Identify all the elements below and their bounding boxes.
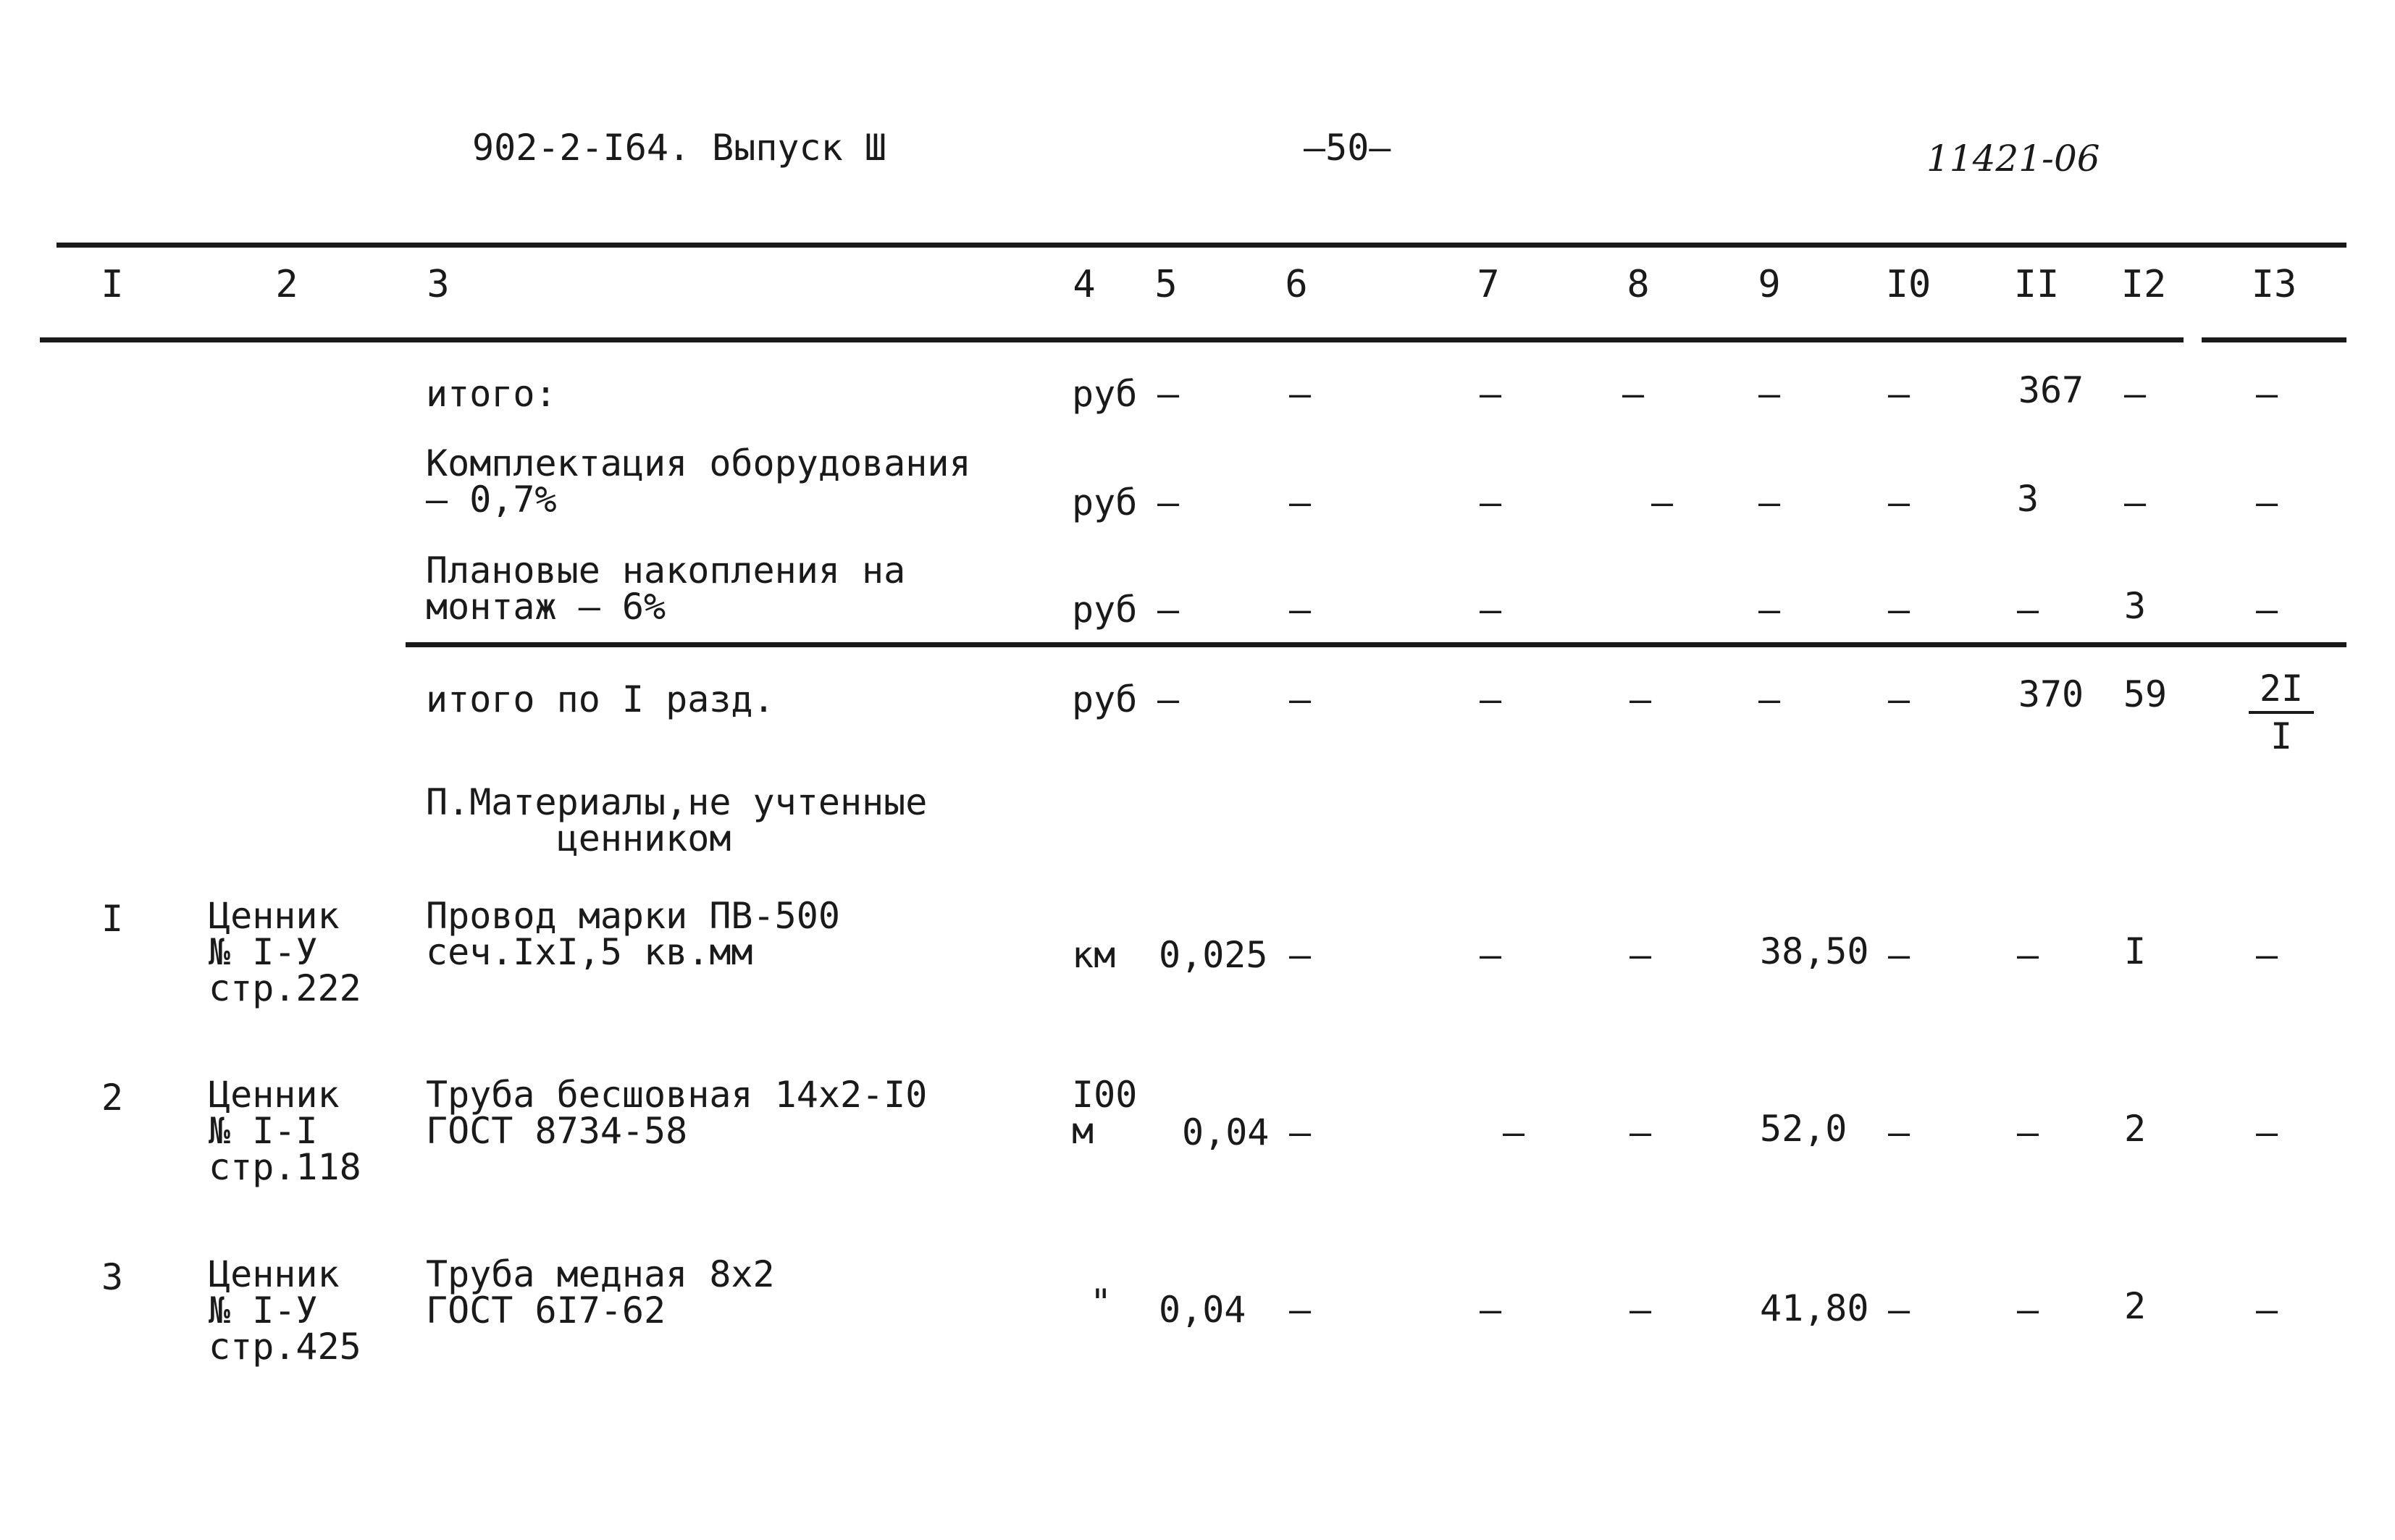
- subtotal-rule: [406, 642, 2346, 647]
- row-quantity: 0,04: [1159, 1289, 1246, 1331]
- row-name: Комплектация оборудования – 0,7%: [426, 442, 971, 521]
- cell-col6: –: [1288, 934, 1312, 976]
- table-header-rule: [40, 337, 2184, 342]
- cell-col10: –: [1887, 481, 1910, 523]
- column-number: I: [101, 263, 124, 306]
- material-name: Труба бесшовная 14х2-I0 ГОСТ 8734-58: [426, 1074, 928, 1152]
- price-reference: Ценник № I-У стр.425: [209, 1253, 361, 1368]
- table-top-rule: [56, 243, 2346, 248]
- cell-col11: 3: [2016, 478, 2039, 520]
- cell-col13-fraction: [2249, 668, 2314, 757]
- cell-col6: –: [1288, 1289, 1312, 1331]
- cell-col7: –: [1502, 1111, 1525, 1153]
- cell-col13: –: [2255, 589, 2278, 631]
- cell-col13: –: [2255, 934, 2278, 976]
- cell-col5: –: [1157, 678, 1180, 720]
- cell-col9: –: [1758, 481, 1781, 523]
- cell-col10: –: [1887, 1111, 1910, 1153]
- row-number: I: [101, 898, 124, 940]
- cell-col5: –: [1157, 589, 1180, 631]
- row-unit: руб: [1072, 373, 1138, 415]
- row-number: 2: [101, 1077, 124, 1119]
- row-unit: руб: [1072, 481, 1138, 523]
- cell-col12: 2: [2123, 1108, 2147, 1150]
- column-number: 6: [1285, 263, 1308, 306]
- cell-col6: –: [1288, 1111, 1312, 1153]
- cell-col6: –: [1288, 678, 1312, 720]
- cell-col8: –: [1651, 481, 1674, 523]
- cell-col8: –: [1629, 934, 1652, 976]
- handwritten-note: 11421-06: [1926, 138, 2100, 180]
- material-name: Провод марки ПВ-500 сеч.IхI,5 кв.мм: [426, 895, 840, 973]
- cell-col9: 38,50: [1760, 930, 1869, 972]
- cell-col13: –: [2255, 1111, 2278, 1153]
- cell-col13: –: [2255, 373, 2278, 415]
- column-number: 2: [275, 263, 298, 306]
- cell-col8: –: [1622, 373, 1645, 415]
- column-number: 4: [1073, 263, 1096, 306]
- cell-col7: –: [1479, 678, 1502, 720]
- cell-col11: –: [2016, 1111, 2039, 1153]
- fraction-numerator: 2I: [2259, 668, 2304, 710]
- fraction-bar: [2249, 711, 2314, 714]
- price-reference: Ценник № I-I стр.118: [209, 1074, 361, 1188]
- fraction-denominator: I: [2270, 715, 2293, 757]
- cell-col11: –: [2016, 1289, 2039, 1331]
- material-name: Труба медная 8х2 ГОСТ 6I7-62: [426, 1253, 775, 1331]
- cell-col10: –: [1887, 373, 1910, 415]
- column-number: I2: [2121, 263, 2167, 306]
- cell-col6: –: [1288, 373, 1312, 415]
- row-number: 3: [101, 1256, 124, 1298]
- cell-col6: –: [1288, 589, 1312, 631]
- page-number: —50—: [1304, 127, 1391, 169]
- cell-col5: –: [1157, 481, 1180, 523]
- cell-col10: –: [1887, 678, 1910, 720]
- cell-col12: I: [2123, 930, 2147, 972]
- column-number: 9: [1758, 263, 1781, 306]
- row-quantity: 0,04: [1182, 1111, 1270, 1153]
- cell-col8: –: [1629, 678, 1652, 720]
- row-unit: I00 м: [1072, 1074, 1138, 1152]
- cell-col9: –: [1758, 589, 1781, 631]
- cell-col7: –: [1479, 1289, 1502, 1331]
- row-unit: руб: [1072, 678, 1138, 720]
- cell-col11: –: [2016, 589, 2039, 631]
- cell-col7: –: [1479, 934, 1502, 976]
- row-name: Плановые накопления на монтаж – 6%: [426, 550, 906, 628]
- cell-col11: 370: [2018, 673, 2084, 715]
- row-unit-ditto: ": [1090, 1282, 1112, 1324]
- cell-col9: 52,0: [1760, 1108, 1847, 1150]
- cell-col8: –: [1629, 1289, 1652, 1331]
- cell-col12: 59: [2123, 673, 2168, 715]
- cell-col9: 41,80: [1760, 1287, 1869, 1329]
- column-number: I3: [2251, 263, 2297, 306]
- section-title: П.Материалы,не учтенные ценником: [426, 781, 928, 859]
- row-quantity: 0,025: [1159, 934, 1268, 976]
- cell-col9: –: [1758, 373, 1781, 415]
- cell-col12: –: [2123, 373, 2147, 415]
- column-number: 7: [1477, 263, 1500, 306]
- cell-col12: 2: [2123, 1285, 2147, 1327]
- price-reference: Ценник № I-У стр.222: [209, 895, 361, 1009]
- column-number: II: [2013, 263, 2060, 306]
- cell-col11: 367: [2018, 369, 2084, 411]
- row-unit: км: [1072, 934, 1116, 976]
- cell-col9: –: [1758, 678, 1781, 720]
- row-name: итого по I разд.: [426, 678, 775, 720]
- column-number: I0: [1885, 263, 1931, 306]
- cell-col10: –: [1887, 934, 1910, 976]
- cell-col8: –: [1629, 1111, 1652, 1153]
- cell-col13: –: [2255, 1289, 2278, 1331]
- row-unit: руб: [1072, 589, 1138, 631]
- cell-col10: –: [1887, 589, 1910, 631]
- column-number: 5: [1154, 263, 1178, 306]
- row-name: итого:: [426, 373, 557, 415]
- cell-col12: –: [2123, 481, 2147, 523]
- table-header-rule-right: [2202, 337, 2346, 342]
- cell-col13: –: [2255, 481, 2278, 523]
- document-code: 902-2-I64. Выпуск Ш: [472, 127, 886, 169]
- cell-col6: –: [1288, 481, 1312, 523]
- column-number: 8: [1627, 263, 1650, 306]
- cell-col11: –: [2016, 934, 2039, 976]
- cell-col5: –: [1157, 373, 1180, 415]
- cell-col10: –: [1887, 1289, 1910, 1331]
- cell-col7: –: [1479, 373, 1502, 415]
- cell-col7: –: [1479, 481, 1502, 523]
- cell-col7: –: [1479, 589, 1502, 631]
- column-number: 3: [427, 263, 450, 306]
- cell-col12: 3: [2123, 585, 2147, 627]
